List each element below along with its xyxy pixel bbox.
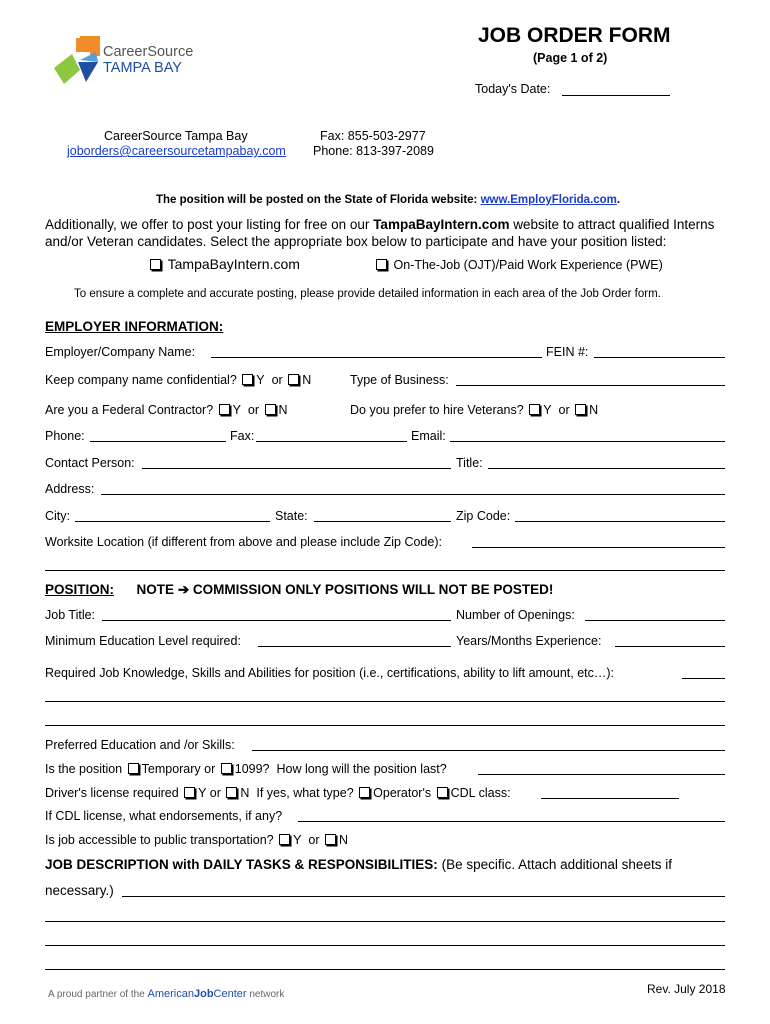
federal-contractor-row: Are you a Federal Contractor? Y or N	[45, 403, 288, 417]
phone-label: Phone:	[45, 429, 85, 443]
checkbox-icon[interactable]	[242, 374, 253, 385]
checkbox-icon[interactable]	[184, 787, 195, 798]
cdl-endorse-field[interactable]	[298, 821, 725, 822]
ksa-field-line3[interactable]	[45, 725, 725, 726]
cdl-class-field[interactable]	[541, 798, 679, 799]
checkbox-icon[interactable]	[288, 374, 299, 385]
contact-person-label: Contact Person:	[45, 456, 135, 470]
arrow-right-icon: ➔	[177, 582, 190, 597]
checkbox-icon[interactable]	[219, 404, 230, 415]
job-description-line3[interactable]	[45, 945, 725, 946]
job-description-line2[interactable]	[45, 921, 725, 922]
job-title-field[interactable]	[102, 620, 451, 621]
phone-line: Phone: 813-397-2089	[313, 144, 434, 158]
position-heading-row: POSITION: NOTE ➔ COMMISSION ONLY POSITIONS WILL NOT BE POSTED!	[45, 582, 554, 597]
checkbox-icon[interactable]	[376, 259, 387, 270]
ksa-field-line2[interactable]	[45, 701, 725, 702]
state-label: State:	[275, 509, 308, 523]
title-label: Title:	[456, 456, 483, 470]
job-description-line4[interactable]	[45, 969, 725, 970]
zip-label: Zip Code:	[456, 509, 511, 523]
logo-line1: CareerSource	[103, 44, 194, 60]
todays-date-field[interactable]	[562, 95, 670, 96]
city-field[interactable]	[75, 521, 270, 522]
accuracy-note: To ensure a complete and accurate posting, please provide detailed information in each area of the Job Order form.	[74, 288, 661, 300]
contact-person-field[interactable]	[142, 468, 451, 469]
intern-paragraph-line1: Additionally, we offer to post your listing for free on our TampaBayIntern.com website to attract qualified Interns	[45, 217, 715, 232]
experience-field[interactable]	[615, 646, 725, 647]
checkbox-icon[interactable]	[325, 834, 336, 845]
employflorida-link[interactable]: www.EmployFlorida.com	[480, 194, 617, 206]
zip-field[interactable]	[515, 521, 725, 522]
page-indicator: (Page 1 of 2)	[533, 51, 608, 65]
checkbox-icon[interactable]	[359, 787, 370, 798]
company-name-field[interactable]	[211, 357, 542, 358]
posting-notice: The position will be posted on the State of Florida website: www.EmployFlorida.com.	[156, 194, 621, 206]
education-field[interactable]	[258, 646, 451, 647]
ksa-field[interactable]	[682, 678, 725, 679]
fein-label: FEIN #:	[546, 345, 589, 359]
veterans-row: Do you prefer to hire Veterans? Y or N	[350, 403, 599, 417]
fein-field[interactable]	[594, 357, 725, 358]
checkbox-icon[interactable]	[437, 787, 448, 798]
ksa-label: Required Job Knowledge, Skills and Abilities for position (i.e., certifications, ability to lift amount, etc…):	[45, 666, 615, 680]
job-title-label: Job Title:	[45, 608, 96, 622]
checkbox-icon[interactable]	[226, 787, 237, 798]
business-type-label: Type of Business:	[350, 373, 449, 387]
license-row: Driver's license required Y or N If yes, what type? Operator's CDL class:	[45, 786, 511, 800]
position-type-row: Is the position Temporary or 1099? How long will the position last?	[45, 762, 447, 776]
worksite-label: Worksite Location (if different from above and please include Zip Code):	[45, 535, 442, 549]
revision-date: Rev. July 2018	[647, 982, 726, 996]
education-label: Minimum Education Level required:	[45, 634, 241, 648]
checkbox-icon[interactable]	[150, 259, 161, 270]
city-label: City:	[45, 509, 70, 523]
logo-line2: TAMPA BAY	[103, 60, 182, 76]
logo-mark-icon	[50, 34, 106, 90]
fax-line: Fax: 855-503-2977	[320, 129, 426, 143]
checkbox-icon[interactable]	[265, 404, 276, 415]
fax-field[interactable]	[256, 441, 407, 442]
state-field[interactable]	[314, 521, 451, 522]
checkbox-icon[interactable]	[575, 404, 586, 415]
org-name: CareerSource Tampa Bay	[104, 129, 248, 143]
form-title: JOB ORDER FORM	[478, 24, 671, 47]
preferred-label: Preferred Education and /or Skills:	[45, 738, 235, 752]
employer-heading: EMPLOYER INFORMATION:	[45, 319, 224, 334]
todays-date-label: Today's Date:	[475, 82, 551, 96]
partner-footer: A proud partner of the AmericanJobCenter network	[48, 988, 285, 1000]
preferred-field[interactable]	[252, 750, 725, 751]
cdl-endorse-label: If CDL license, what endorsements, if any?	[45, 809, 283, 823]
experience-label: Years/Months Experience:	[456, 634, 602, 648]
business-type-field[interactable]	[456, 385, 725, 386]
job-description-field[interactable]	[122, 896, 725, 897]
worksite-field[interactable]	[472, 547, 725, 548]
intern-paragraph-line2: and/or Veteran candidates. Select the appropriate box below to participate and have your position listed:	[45, 234, 667, 249]
necessary-label: necessary.)	[45, 883, 114, 898]
checkbox-icon[interactable]	[279, 834, 290, 845]
job-description-heading: JOB DESCRIPTION with DAILY TASKS & RESPONSIBILITIES: (Be specific. Attach additional sheets if	[45, 857, 672, 872]
transport-row: Is job accessible to public transportation? Y or N	[45, 833, 349, 847]
email-label: Email:	[411, 429, 446, 443]
title-field[interactable]	[488, 468, 725, 469]
openings-field[interactable]	[585, 620, 725, 621]
option-ojt-pwe[interactable]: On-The-Job (OJT)/Paid Work Experience (PWE)	[374, 258, 663, 272]
worksite-field-line2[interactable]	[45, 570, 725, 571]
option-tampabayintern[interactable]: TampaBayIntern.com	[148, 256, 300, 272]
fax-label: Fax:	[230, 429, 255, 443]
confidential-row: Keep company name confidential? Y or N	[45, 373, 312, 387]
duration-field[interactable]	[478, 774, 725, 775]
phone-field[interactable]	[90, 441, 226, 442]
openings-label: Number of Openings:	[456, 608, 575, 622]
checkbox-icon[interactable]	[529, 404, 540, 415]
checkbox-icon[interactable]	[221, 763, 232, 774]
careersource-logo	[50, 34, 200, 90]
company-name-label: Employer/Company Name:	[45, 345, 196, 359]
checkbox-icon[interactable]	[128, 763, 139, 774]
address-label: Address:	[45, 482, 95, 496]
address-field[interactable]	[101, 494, 725, 495]
org-email-link[interactable]: joborders@careersourcetampabay.com	[67, 144, 286, 158]
email-field[interactable]	[450, 441, 725, 442]
